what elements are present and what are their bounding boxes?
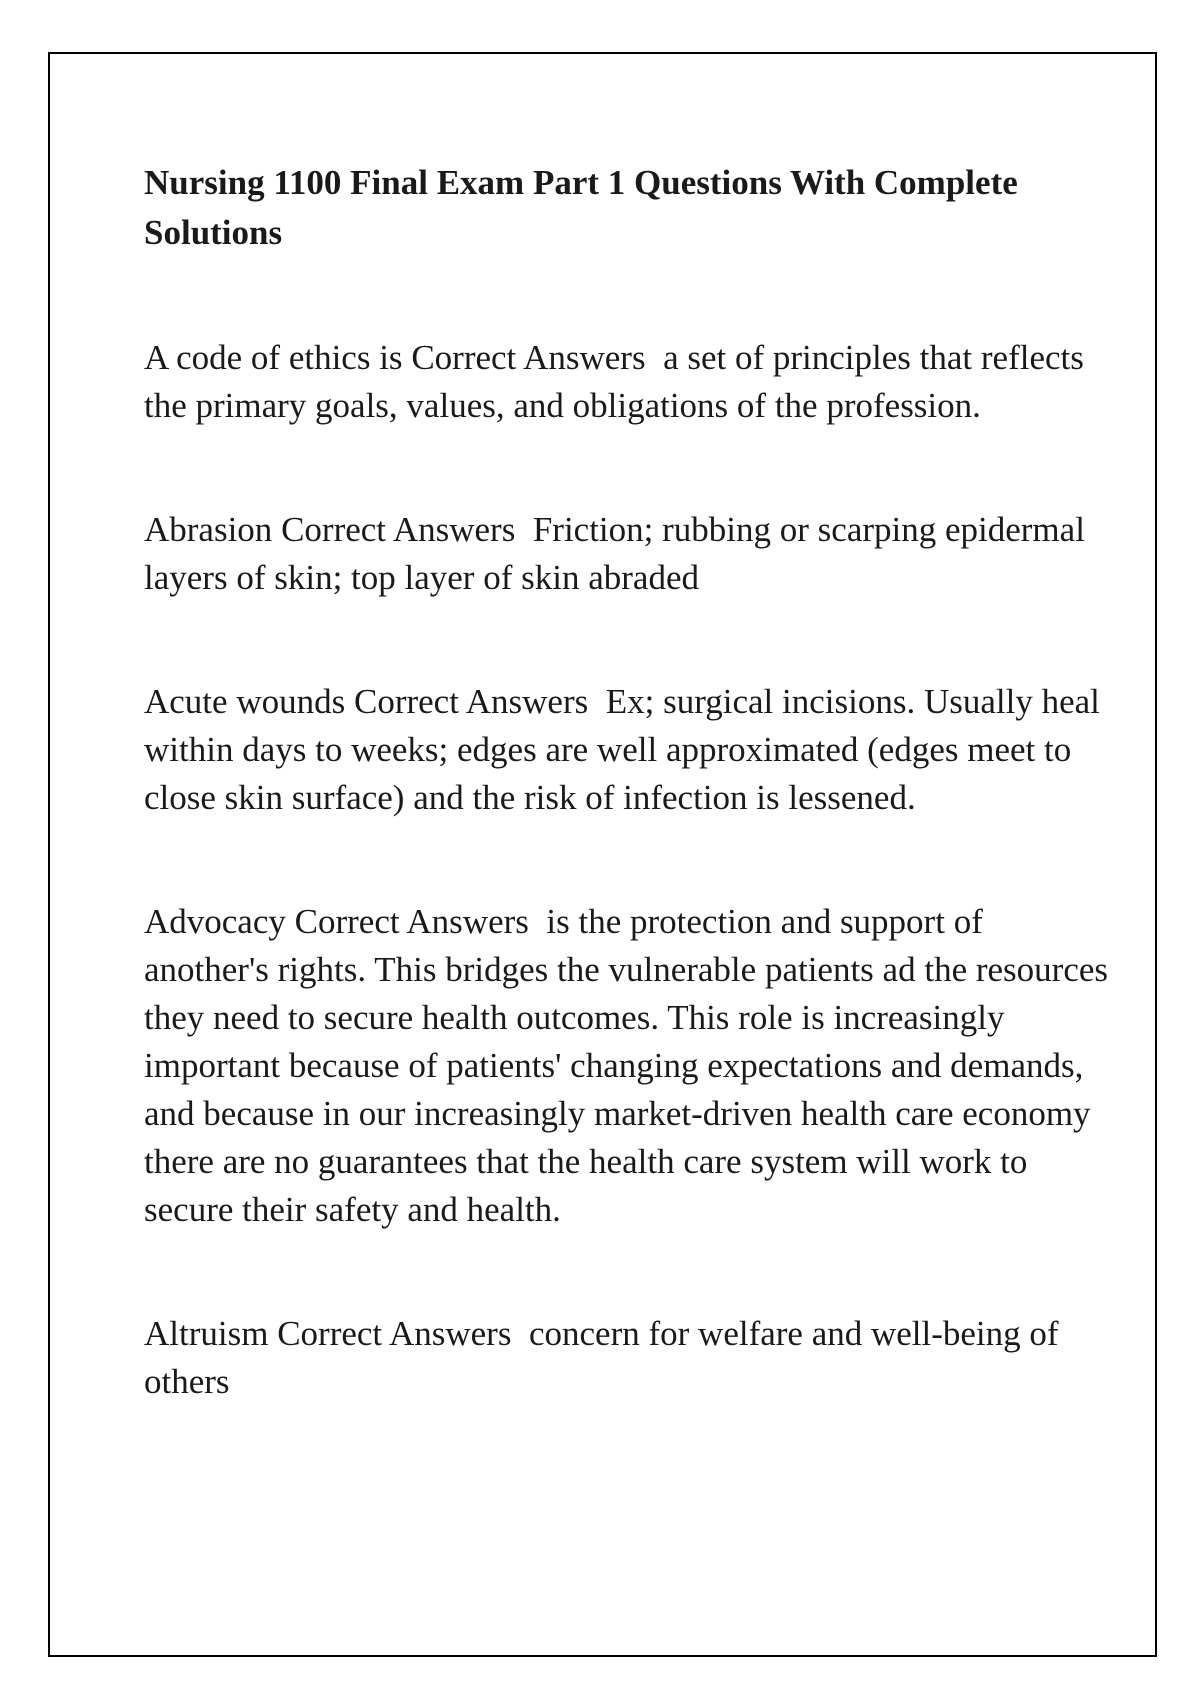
entry-term: Advocacy	[144, 902, 286, 941]
entry-answer: concern for welfare and well-being of others	[144, 1314, 1059, 1401]
qa-entry	[144, 898, 1114, 1234]
qa-entry	[144, 334, 1114, 430]
answer-marker: Correct Answers	[353, 682, 589, 721]
entry-term: Altruism	[144, 1314, 269, 1353]
entry-answer: Friction; rubbing or scarping epidermal layers of skin; top layer of skin abraded	[144, 510, 1085, 597]
qa-entry	[144, 506, 1114, 602]
answer-marker: Correct Answers	[277, 1314, 512, 1353]
entry-answer: is the protection and support of another's rights. This bridges the vulnerable patients ad the resources they need to secure health outcomes. This role is increasingly important because of patients' changing expectations and demands, and because in our increasingly market-driven health care economy there are no guarantees that the health care system will work to secure their safety and health.	[144, 902, 1109, 1229]
answer-marker: Correct Answers	[281, 510, 516, 549]
entry-term: Abrasion	[144, 510, 273, 549]
entry-answer: a set of principles that reflects the primary goals, values, and obligations of the profession.	[144, 338, 1084, 425]
entry-answer: Ex; surgical incisions. Usually heal within days to weeks; edges are well approximated (edges meet to close skin surface) and the risk of infection is lessened.	[144, 682, 1100, 817]
document-page	[48, 52, 1157, 1657]
answer-marker: Correct Answers	[294, 902, 529, 941]
document-title: Nursing 1100 Final Exam Part 1 Questions With Complete Solutions	[144, 163, 1018, 252]
answer-marker: Correct Answers	[411, 338, 646, 377]
entry-term: Acute wounds	[144, 682, 346, 721]
qa-entry	[144, 1310, 1114, 1406]
document-content	[144, 158, 1114, 1406]
entry-term: A code of ethics is	[144, 338, 403, 377]
qa-entry	[144, 678, 1114, 822]
